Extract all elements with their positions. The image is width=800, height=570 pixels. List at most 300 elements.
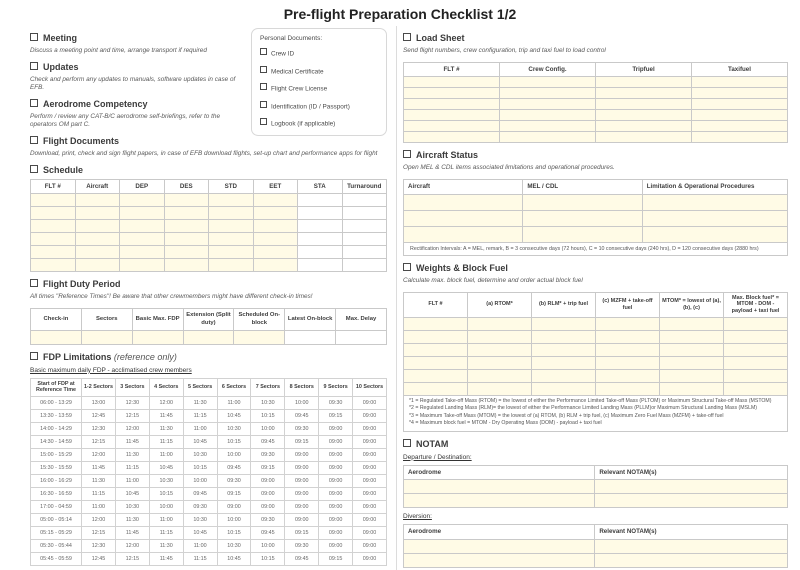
input-cell[interactable] — [209, 259, 254, 272]
input-cell[interactable] — [660, 356, 724, 369]
checkbox-icon[interactable] — [403, 263, 411, 271]
input-cell[interactable] — [132, 330, 183, 344]
notam-departure-table — [403, 465, 788, 508]
input-cell[interactable] — [404, 494, 595, 508]
input-cell[interactable] — [75, 207, 120, 220]
input-cell[interactable] — [692, 121, 788, 132]
checkbox-icon[interactable] — [260, 83, 267, 90]
value-cell: 09:00 — [353, 487, 387, 500]
value-cell: 10:15 — [217, 526, 251, 539]
table-row — [31, 194, 387, 207]
checkbox-icon[interactable] — [30, 33, 38, 41]
header-row — [31, 309, 387, 330]
input-cell[interactable] — [404, 369, 468, 382]
section-heading-label: NOTAM — [416, 438, 449, 449]
value-cell: 11:30 — [115, 448, 149, 461]
personal-doc-item — [260, 66, 378, 76]
checkbox-icon[interactable] — [403, 150, 411, 158]
value-cell: 11:00 — [149, 448, 183, 461]
value-cell: 12:30 — [115, 396, 149, 409]
value-cell: 09:00 — [251, 487, 285, 500]
column-header: Turnaround — [342, 180, 387, 194]
input-cell[interactable] — [596, 343, 660, 356]
input-cell[interactable] — [724, 369, 788, 382]
checkbox-icon[interactable] — [403, 439, 411, 447]
input-cell[interactable] — [596, 382, 660, 395]
input-cell[interactable] — [404, 110, 500, 121]
section-heading-aircraft-status — [403, 150, 788, 160]
checkbox-icon[interactable] — [403, 33, 411, 41]
notam-departure-destination-subtitle: Departure / Destination: — [403, 453, 472, 461]
checkbox-icon[interactable] — [260, 48, 267, 55]
value-cell: 09:00 — [319, 461, 353, 474]
value-cell: 10:45 — [149, 461, 183, 474]
input-cell[interactable] — [298, 194, 343, 207]
input-cell[interactable] — [596, 121, 692, 132]
value-cell: 11:00 — [149, 513, 183, 526]
input-cell[interactable] — [468, 330, 532, 343]
input-cell[interactable] — [209, 246, 254, 259]
table-row — [31, 513, 387, 526]
column-header: (a) RTOM* — [468, 292, 532, 317]
input-cell[interactable] — [404, 99, 500, 110]
input-cell[interactable] — [298, 233, 343, 246]
input-cell[interactable] — [692, 99, 788, 110]
column-header: Aircraft — [75, 180, 120, 194]
input-cell[interactable] — [75, 233, 120, 246]
value-cell: 09:00 — [319, 435, 353, 448]
table-row — [31, 487, 387, 500]
input-cell[interactable] — [183, 330, 234, 344]
input-cell[interactable] — [532, 317, 596, 330]
value-cell: 10:45 — [217, 552, 251, 565]
input-cell[interactable] — [120, 259, 165, 272]
value-cell: 10:00 — [251, 422, 285, 435]
input-cell[interactable] — [596, 317, 660, 330]
input-cell[interactable] — [404, 121, 500, 132]
value-cell: 11:45 — [149, 409, 183, 422]
weights-block-fuel-desc: Calculate max. block fuel, determine and order actual block fuel — [403, 276, 583, 284]
input-cell[interactable] — [120, 194, 165, 207]
input-cell[interactable] — [404, 330, 468, 343]
section-heading-label: FDP Limitations — [43, 351, 112, 362]
input-cell[interactable] — [164, 259, 209, 272]
table-row — [404, 382, 788, 395]
table-row — [31, 461, 387, 474]
input-cell[interactable] — [596, 99, 692, 110]
value-cell: 11:15 — [82, 487, 116, 500]
header-row — [404, 292, 788, 317]
value-cell: 09:45 — [217, 461, 251, 474]
value-cell: 09:00 — [353, 474, 387, 487]
value-cell: 10:45 — [183, 526, 217, 539]
value-cell: 09:30 — [251, 513, 285, 526]
input-cell[interactable] — [31, 220, 76, 233]
value-cell: 09:00 — [319, 513, 353, 526]
input-cell[interactable] — [31, 207, 76, 220]
value-cell: 11:15 — [183, 552, 217, 565]
table-row — [31, 396, 387, 409]
value-cell: 10:30 — [251, 396, 285, 409]
value-cell: 09:00 — [285, 500, 319, 513]
table-row — [404, 194, 788, 210]
section-heading-label: Aerodrome Competency — [43, 99, 148, 109]
input-cell[interactable] — [75, 220, 120, 233]
column-header: FLT # — [31, 180, 76, 194]
input-cell[interactable] — [298, 220, 343, 233]
input-cell[interactable] — [500, 110, 596, 121]
input-cell[interactable] — [532, 356, 596, 369]
input-cell[interactable] — [468, 369, 532, 382]
input-cell[interactable] — [404, 210, 523, 226]
input-cell[interactable] — [724, 317, 788, 330]
footnote: *4 = Maximum block fuel = MTOM - Dry Operating Mass (DOM) - payload + taxi fuel — [409, 420, 602, 427]
input-cell[interactable] — [75, 259, 120, 272]
value-cell: 09:00 — [319, 422, 353, 435]
input-cell[interactable] — [523, 210, 642, 226]
value-cell: 10:45 — [217, 409, 251, 422]
personal-doc-label: Logbook (if applicable) — [271, 120, 336, 128]
value-cell: 09:15 — [251, 461, 285, 474]
input-cell[interactable] — [404, 553, 595, 567]
input-cell[interactable] — [253, 246, 298, 259]
column-header: 3 Sectors — [115, 378, 149, 396]
checkbox-icon[interactable] — [30, 352, 38, 360]
input-cell[interactable] — [642, 226, 787, 242]
table-row — [31, 259, 387, 272]
value-cell: 09:30 — [217, 474, 251, 487]
input-cell[interactable] — [532, 343, 596, 356]
value-cell: 09:00 — [319, 539, 353, 552]
input-cell[interactable] — [209, 233, 254, 246]
input-cell[interactable] — [532, 369, 596, 382]
value-cell: 11:00 — [115, 474, 149, 487]
checkbox-icon[interactable] — [30, 165, 38, 173]
input-cell[interactable] — [468, 382, 532, 395]
personal-doc-label: Identification (ID / Passport) — [271, 103, 350, 110]
input-cell[interactable] — [164, 207, 209, 220]
input-cell[interactable] — [692, 77, 788, 88]
input-cell[interactable] — [253, 207, 298, 220]
input-cell[interactable] — [404, 480, 595, 494]
input-cell[interactable] — [404, 317, 468, 330]
input-cell[interactable] — [595, 480, 788, 494]
value-cell: 09:30 — [183, 500, 217, 513]
input-cell[interactable] — [596, 330, 660, 343]
input-cell[interactable] — [692, 132, 788, 143]
value-cell: 11:15 — [115, 461, 149, 474]
value-cell: 09:00 — [353, 513, 387, 526]
table-row — [31, 552, 387, 565]
input-cell[interactable] — [31, 194, 76, 207]
table-row — [31, 435, 387, 448]
input-cell[interactable] — [298, 259, 343, 272]
input-cell[interactable] — [404, 539, 595, 553]
input-cell[interactable] — [342, 233, 387, 246]
table-row — [31, 246, 387, 259]
column-header: Aerodrome — [404, 465, 595, 479]
value-cell: 10:00 — [217, 448, 251, 461]
table-row — [404, 553, 788, 567]
value-cell: 11:45 — [115, 435, 149, 448]
input-cell[interactable] — [164, 220, 209, 233]
section-heading-flight-duty-period — [30, 279, 387, 289]
value-cell: 12:30 — [82, 422, 116, 435]
input-cell[interactable] — [596, 132, 692, 143]
checkbox-icon[interactable] — [260, 118, 267, 125]
input-cell[interactable] — [724, 356, 788, 369]
section-heading-suffix: (reference only) — [113, 351, 177, 362]
page-title: Pre-flight Preparation Checklist 1/2 — [283, 6, 517, 22]
value-cell: 12:30 — [82, 539, 116, 552]
value-cell: 14:30 - 14:59 — [31, 435, 82, 448]
input-cell[interactable] — [468, 317, 532, 330]
value-cell: 09:00 — [353, 552, 387, 565]
input-cell[interactable] — [404, 226, 523, 242]
section-heading-label: Load Sheet — [416, 33, 465, 43]
input-cell[interactable] — [404, 132, 500, 143]
value-cell: 10:00 — [217, 513, 251, 526]
input-cell[interactable] — [75, 194, 120, 207]
input-cell[interactable] — [253, 220, 298, 233]
column-header: Basic Max. FDP — [132, 309, 183, 330]
input-cell[interactable] — [120, 246, 165, 259]
column-header: Start of FDP at Reference Time — [31, 378, 82, 396]
input-cell[interactable] — [595, 494, 788, 508]
input-cell[interactable] — [234, 330, 285, 344]
checkbox-icon[interactable] — [260, 101, 267, 108]
left-column — [0, 26, 397, 570]
table-row — [31, 526, 387, 539]
value-cell: 09:00 — [353, 500, 387, 513]
input-cell[interactable] — [164, 194, 209, 207]
aircraft-status-table — [403, 179, 788, 242]
input-cell[interactable] — [660, 369, 724, 382]
section-heading-label: Weights & Block Fuel — [416, 262, 508, 273]
input-cell[interactable] — [164, 246, 209, 259]
table-row — [404, 494, 788, 508]
value-cell: 11:00 — [82, 500, 116, 513]
value-cell: 10:00 — [183, 474, 217, 487]
schedule-table — [30, 179, 387, 272]
checkbox-icon[interactable] — [30, 62, 38, 70]
value-cell: 12:00 — [82, 448, 116, 461]
column-header: DEP — [120, 180, 165, 194]
input-cell[interactable] — [692, 110, 788, 121]
input-cell[interactable] — [660, 317, 724, 330]
section-heading-label: Updates — [43, 62, 79, 72]
footnote: *1 = Regulated Take-off Mass (RTOM) = the lowest of either the Performance Limited Take-off Mass (PLTOM) or Maximum Structural Take-off Mass (MSTOM) — [409, 397, 772, 404]
input-cell[interactable] — [500, 88, 596, 99]
value-cell: 12:15 — [82, 526, 116, 539]
aircraft-status-desc: Open MEL & CDL items associated limitations and operational procedures. — [403, 164, 615, 172]
table-row — [31, 474, 387, 487]
column-header: Check-in — [31, 309, 82, 330]
input-cell[interactable] — [253, 259, 298, 272]
input-cell[interactable] — [523, 194, 642, 210]
value-cell: 09:45 — [285, 552, 319, 565]
value-cell: 12:00 — [149, 396, 183, 409]
fdp-limitations-subtitle: Basic maximum daily FDP - acclimatised crew members — [30, 366, 192, 374]
value-cell: 09:00 — [319, 474, 353, 487]
value-cell: 11:15 — [149, 435, 183, 448]
column-header: Max. Delay — [336, 309, 387, 330]
input-cell[interactable] — [660, 330, 724, 343]
value-cell: 12:45 — [82, 552, 116, 565]
input-cell[interactable] — [596, 77, 692, 88]
value-cell: 12:15 — [115, 409, 149, 422]
input-cell[interactable] — [660, 343, 724, 356]
checkbox-icon[interactable] — [260, 66, 267, 73]
load-sheet-table — [403, 62, 788, 143]
table-row — [404, 88, 788, 99]
input-cell[interactable] — [298, 207, 343, 220]
input-cell[interactable] — [596, 356, 660, 369]
value-cell: 11:15 — [149, 526, 183, 539]
table-row — [404, 539, 788, 553]
input-cell[interactable] — [253, 194, 298, 207]
value-cell: 09:30 — [319, 396, 353, 409]
input-cell[interactable] — [342, 259, 387, 272]
column-header: EET — [253, 180, 298, 194]
column-header: Relevant NOTAM(s) — [595, 465, 788, 479]
table-row — [31, 207, 387, 220]
notam-diversion-table — [403, 524, 788, 567]
input-cell[interactable] — [120, 220, 165, 233]
value-cell: 09:15 — [217, 487, 251, 500]
input-cell[interactable] — [120, 233, 165, 246]
input-cell[interactable] — [523, 226, 642, 242]
input-cell[interactable] — [75, 246, 120, 259]
input-cell[interactable] — [642, 194, 787, 210]
value-cell: 10:30 — [217, 539, 251, 552]
input-cell[interactable] — [404, 88, 500, 99]
input-cell[interactable] — [342, 246, 387, 259]
column-header: 8 Sectors — [285, 378, 319, 396]
input-cell[interactable] — [596, 88, 692, 99]
input-cell[interactable] — [404, 77, 500, 88]
input-cell[interactable] — [724, 382, 788, 395]
input-cell[interactable] — [500, 132, 596, 143]
value-cell: 11:30 — [149, 422, 183, 435]
value-cell: 11:45 — [149, 552, 183, 565]
input-cell[interactable] — [164, 233, 209, 246]
checkbox-icon[interactable] — [30, 136, 38, 144]
value-cell: 15:00 - 15:29 — [31, 448, 82, 461]
input-cell[interactable] — [31, 259, 76, 272]
input-cell[interactable] — [209, 207, 254, 220]
value-cell: 10:15 — [183, 461, 217, 474]
input-cell[interactable] — [209, 220, 254, 233]
input-cell[interactable] — [500, 99, 596, 110]
column-header: MTOM* = lowest of (a), (b), (c) — [660, 292, 724, 317]
input-cell[interactable] — [660, 382, 724, 395]
value-cell: 11:30 — [82, 474, 116, 487]
input-cell[interactable] — [31, 330, 82, 344]
input-cell[interactable] — [596, 110, 692, 121]
value-cell: 10:15 — [149, 487, 183, 500]
input-cell[interactable] — [595, 553, 788, 567]
input-cell[interactable] — [724, 330, 788, 343]
input-cell[interactable] — [468, 343, 532, 356]
table-row — [31, 500, 387, 513]
input-cell[interactable] — [253, 233, 298, 246]
personal-documents-title: Personal Documents: — [260, 35, 323, 42]
value-cell: 05:45 - 05:59 — [31, 552, 82, 565]
input-cell[interactable] — [404, 194, 523, 210]
personal-doc-label: Flight Crew License — [271, 85, 328, 93]
input-cell[interactable] — [724, 343, 788, 356]
column-header: 6 Sectors — [217, 378, 251, 396]
table-row — [404, 77, 788, 88]
input-cell[interactable] — [120, 207, 165, 220]
load-sheet-desc: Send flight numbers, crew configuration, trip and taxi fuel to load control — [403, 47, 606, 54]
input-cell[interactable] — [692, 88, 788, 99]
value-cell: 15:30 - 15:59 — [31, 461, 82, 474]
personal-doc-item — [260, 118, 378, 128]
fdp-limitations-table — [30, 378, 387, 566]
section-heading-fdp-limitations — [30, 352, 387, 362]
table-row — [31, 220, 387, 233]
input-cell[interactable] — [31, 246, 76, 259]
section-heading-weights-block-fuel — [403, 263, 788, 273]
section-heading-schedule — [30, 165, 387, 175]
input-cell[interactable] — [642, 210, 787, 226]
column-header: Limitation & Operational Procedures — [642, 180, 787, 194]
checkbox-icon[interactable] — [30, 279, 38, 287]
section-desc-aerodrome-competency: Perform / review any CAT-B/C aerodrome self-briefings, refer to the operators OM part C. — [30, 113, 221, 128]
input-cell[interactable] — [81, 330, 132, 344]
value-cell: 09:30 — [285, 422, 319, 435]
table-row — [404, 110, 788, 121]
input-cell[interactable] — [532, 330, 596, 343]
personal-documents-box — [251, 28, 387, 136]
checkbox-icon[interactable] — [30, 99, 38, 107]
value-cell: 09:15 — [319, 409, 353, 422]
input-cell[interactable] — [209, 194, 254, 207]
table-row — [404, 226, 788, 242]
column-header: 7 Sectors — [251, 378, 285, 396]
value-cell: 11:00 — [183, 422, 217, 435]
table-row — [31, 330, 387, 344]
input-cell[interactable] — [468, 356, 532, 369]
input-cell[interactable] — [532, 382, 596, 395]
value-cell: 13:30 - 13:59 — [31, 409, 82, 422]
input-cell[interactable] — [31, 233, 76, 246]
value-cell: 09:00 — [319, 526, 353, 539]
input-cell[interactable] — [336, 330, 387, 344]
input-cell[interactable] — [342, 207, 387, 220]
input-cell[interactable] — [298, 246, 343, 259]
value-cell: 12:00 — [115, 539, 149, 552]
value-cell: 09:15 — [285, 435, 319, 448]
input-cell[interactable] — [500, 77, 596, 88]
input-cell[interactable] — [404, 356, 468, 369]
input-cell[interactable] — [595, 539, 788, 553]
input-cell[interactable] — [596, 369, 660, 382]
input-cell[interactable] — [285, 330, 336, 344]
input-cell[interactable] — [342, 194, 387, 207]
input-cell[interactable] — [404, 343, 468, 356]
input-cell[interactable] — [500, 121, 596, 132]
column-header: Latest On-block — [285, 309, 336, 330]
column-header: (b) RLM* + trip fuel — [532, 292, 596, 317]
input-cell[interactable] — [404, 382, 468, 395]
value-cell: 05:30 - 05:44 — [31, 539, 82, 552]
table-row — [404, 317, 788, 330]
input-cell[interactable] — [342, 220, 387, 233]
personal-doc-label: Medical Certificate — [271, 68, 324, 75]
